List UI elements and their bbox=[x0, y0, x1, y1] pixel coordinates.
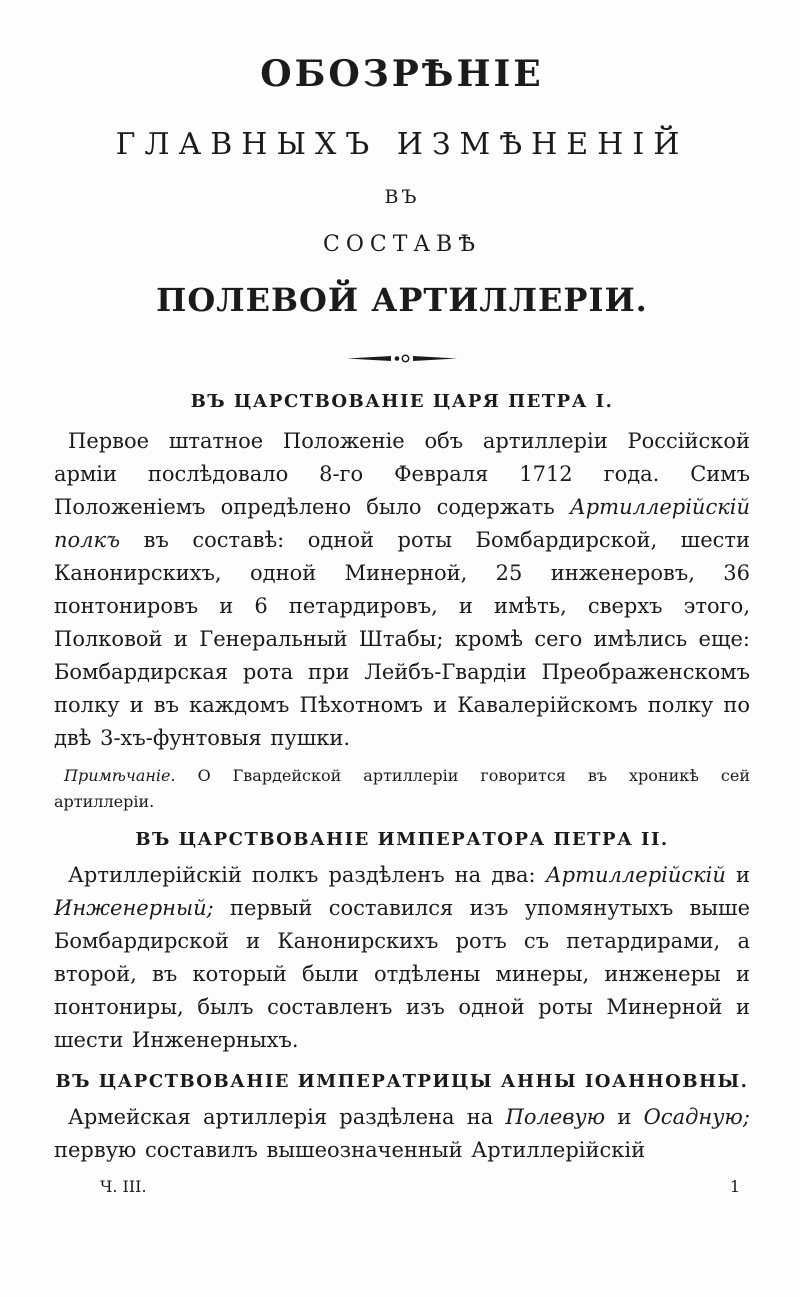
subtitle-line-1: ГЛАВНЫХЪ ИЗМѢНЕНІЙ bbox=[115, 127, 689, 162]
paragraph-anna bbox=[54, 1101, 750, 1167]
section-heading-peter-2: ВЪ ЦАРСТВОВАНІЕ ИМПЕРАТОРА ПЕТРА II. bbox=[135, 829, 669, 850]
page-content bbox=[54, 0, 750, 1197]
text-run-italic: Инженерный; bbox=[54, 896, 214, 920]
subtitle-line-2: ВЪ bbox=[384, 186, 420, 208]
text-run-italic: Артиллерійскій bbox=[545, 863, 726, 887]
subtitle-line-3: СОСТАВѢ bbox=[323, 232, 481, 257]
subtitle-line-4: ПОЛЕВОЙ АРТИЛЛЕРІИ. bbox=[156, 281, 648, 319]
text-run: и bbox=[725, 863, 751, 887]
text-run-italic: Артиллерійскій полкъ bbox=[54, 495, 750, 552]
footnote-label: Примѣчаніе. bbox=[64, 766, 176, 785]
page-title: ОБОЗРѢНІЕ bbox=[260, 53, 544, 95]
section-emperor-peter-2 bbox=[54, 829, 750, 1057]
text-run: Армейская артиллерія раздѣлена на bbox=[68, 1105, 506, 1129]
paragraph-peter-2 bbox=[54, 859, 750, 1057]
ornament-graphic bbox=[347, 352, 457, 365]
section-empress-anna bbox=[54, 1071, 750, 1167]
title-block bbox=[54, 52, 750, 365]
footnote bbox=[54, 763, 750, 815]
text-run-italic: Осадную; bbox=[643, 1105, 750, 1129]
footnote-text: О Гвардейской артиллеріи говорится въ хроникѣ сей артиллеріи. bbox=[54, 766, 750, 811]
ornament-divider bbox=[54, 352, 750, 365]
text-run: и bbox=[605, 1105, 644, 1129]
section-heading-peter-1: ВЪ ЦАРСТВОВАНІЕ ЦАРЯ ПЕТРА I. bbox=[190, 391, 614, 412]
page-number: 1 bbox=[729, 1177, 740, 1196]
text-run: первую составилъ вышеозначенный Артиллерійскій bbox=[54, 1138, 646, 1162]
text-run: Артиллерійскій полкъ раздѣленъ на два: bbox=[68, 863, 546, 887]
text-run: въ составѣ: одной роты Бомбардирской, шести Канонирскихъ, одной Минерной, 25 инженеровъ, 36 понтонировъ и 6 петардировъ, и имѣть, сверхъ этого, Полковой и Генеральный Штабы; кромѣ сего имѣлись еще: Бомбардирская рота при Лейбъ-Гвардіи Преображенскомъ полку и въ каждомъ Пѣхотномъ и Кавалерійскомъ полку по двѣ 3-хъ-фунтовыя пушки. bbox=[54, 528, 750, 750]
text-run-italic: Полевую bbox=[505, 1105, 606, 1129]
section-tsar-peter-1 bbox=[54, 391, 750, 815]
text-run: первый составился изъ упомянутыхъ выше Бомбардирской и Канонирскихъ ротъ съ петардирами, а второй, въ который были отдѣлены минеры, инженеры и понтониры, былъ составленъ изъ одной роты Минерной и шести Инженерныхъ. bbox=[54, 896, 750, 1052]
page-footer bbox=[54, 1177, 750, 1197]
volume-label: Ч. III. bbox=[100, 1177, 147, 1196]
section-heading-anna: ВЪ ЦАРСТВОВАНІЕ ИМПЕРАТРИЦЫ АННЫ ІОАННОВНЫ. bbox=[55, 1071, 749, 1092]
text-run: Первое штатное Положеніе объ артиллеріи Россійской арміи послѣдовало 8-го Февраля 1712 года. Симъ Положеніемъ опредѣлено было содержать bbox=[54, 429, 750, 519]
paragraph-peter-1 bbox=[54, 425, 750, 755]
